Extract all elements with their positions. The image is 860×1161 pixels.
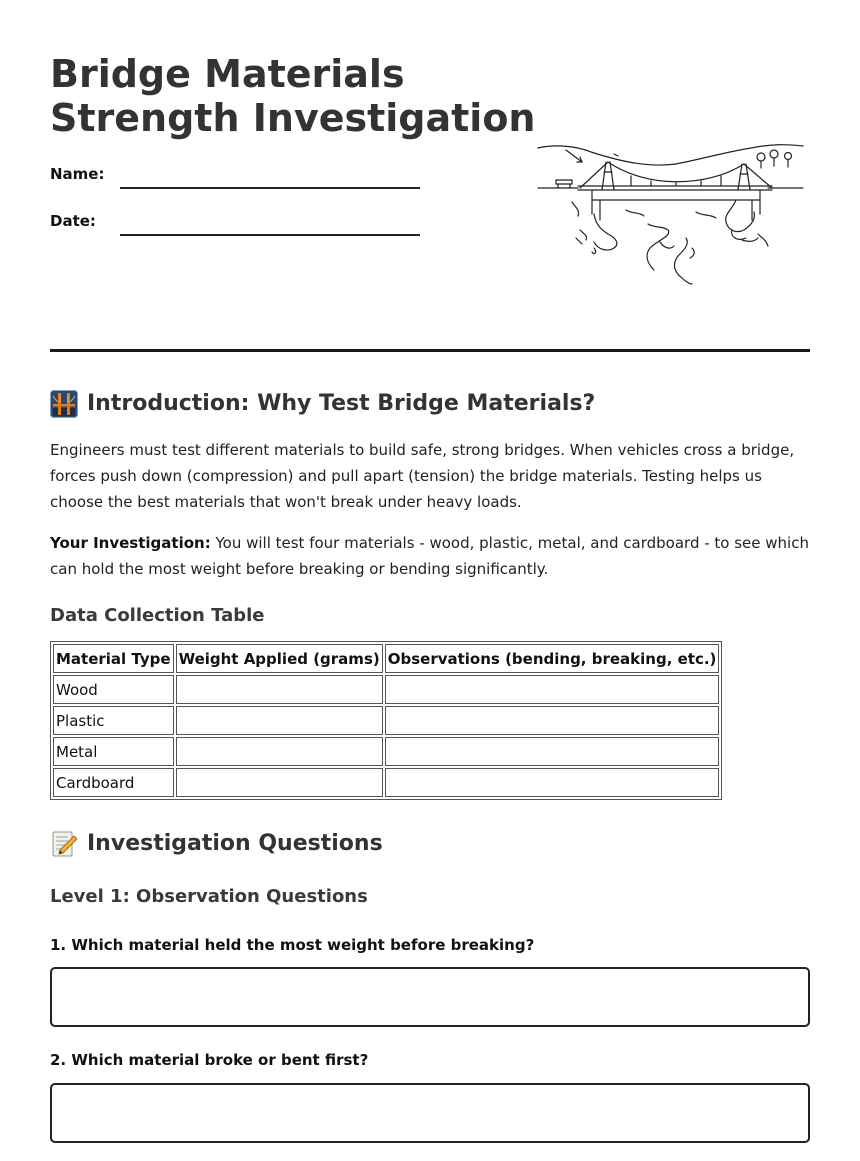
table-row xyxy=(53,675,719,704)
memo-pencil-emoji-icon xyxy=(50,830,78,858)
level1-heading: Level 1: Observation Questions xyxy=(50,886,368,907)
title-line-2: Strength Investigation xyxy=(50,96,536,140)
intro-heading-text: Introduction: Why Test Bridge Materials? xyxy=(87,391,596,416)
bridge-illustration xyxy=(536,138,806,288)
header-observations: Observations (bending, breaking, etc.) xyxy=(385,644,720,673)
header-weight-applied: Weight Applied (grams) xyxy=(176,644,383,673)
weight-cell[interactable] xyxy=(176,768,383,797)
question-2: 2. Which material broke or bent first? xyxy=(50,1051,369,1069)
weight-cell[interactable] xyxy=(176,675,383,704)
table-header-row xyxy=(53,644,719,673)
table-row xyxy=(53,706,719,735)
intro-heading xyxy=(50,390,595,418)
questions-heading xyxy=(50,830,383,858)
answer-box-1[interactable] xyxy=(50,967,810,1027)
name-label: Name: xyxy=(50,165,105,183)
header-divider xyxy=(50,349,810,352)
observations-cell[interactable] xyxy=(385,737,720,766)
observations-cell[interactable] xyxy=(385,675,720,704)
material-cell: Plastic xyxy=(53,706,174,735)
date-label: Date: xyxy=(50,212,96,230)
investigation-text: You will test four materials - wood, plastic, metal, and cardboard - to see which can hold the most weight before breaking or bending significantly. xyxy=(50,534,809,578)
observations-cell[interactable] xyxy=(385,768,720,797)
title-line-1: Bridge Materials xyxy=(50,52,405,96)
worksheet-title xyxy=(50,52,535,140)
data-collection-table xyxy=(50,641,722,800)
table-row xyxy=(53,768,719,797)
material-cell: Wood xyxy=(53,675,174,704)
bridge-emoji-icon xyxy=(50,390,78,418)
question-1: 1. Which material held the most weight before breaking? xyxy=(50,936,535,954)
date-line[interactable] xyxy=(120,234,420,236)
answer-box-2[interactable] xyxy=(50,1083,810,1143)
material-cell: Cardboard xyxy=(53,768,174,797)
table-heading: Data Collection Table xyxy=(50,605,265,626)
investigation-paragraph xyxy=(50,530,810,582)
questions-heading-text: Investigation Questions xyxy=(87,831,383,856)
weight-cell[interactable] xyxy=(176,706,383,735)
table-row xyxy=(53,737,719,766)
header-material-type: Material Type xyxy=(53,644,174,673)
name-line[interactable] xyxy=(120,187,420,189)
intro-paragraph: Engineers must test different materials to build safe, strong bridges. When vehicles cross a bridge, forces push down (compression) and pull apart (tension) the bridge materials. Testing helps us choose the best materials that won't break under heavy loads. xyxy=(50,441,795,511)
material-cell: Metal xyxy=(53,737,174,766)
observations-cell[interactable] xyxy=(385,706,720,735)
investigation-label: Your Investigation: xyxy=(50,534,211,552)
weight-cell[interactable] xyxy=(176,737,383,766)
